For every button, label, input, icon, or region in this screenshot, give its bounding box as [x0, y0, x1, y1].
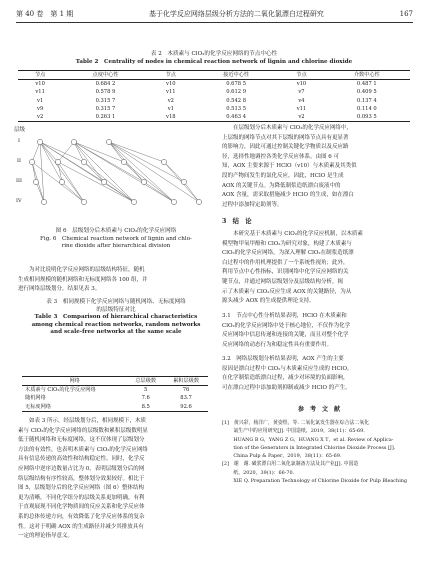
- network-edge: [144, 182, 174, 202]
- text-line: 可在漂白过程中添加助剂抑制或减少 HClO 的产生。: [222, 384, 351, 391]
- text-line: ClO₂的化学反应网络，为深入理解 ClO₂在制浆造纸漂: [222, 250, 354, 257]
- network-edge: [40, 142, 134, 202]
- column-header: 点度中心性: [62, 71, 148, 80]
- table3-title-cn: 的层级特征对比: [96, 306, 136, 313]
- table-cell: v2: [167, 97, 174, 104]
- reference-list: [222, 419, 418, 485]
- table-cell: v10: [166, 81, 176, 88]
- table-cell: v18: [166, 114, 176, 121]
- network-node: [29, 159, 34, 164]
- network-node: [171, 199, 176, 204]
- text-line: 知，AOX 主要来源于 HClO（v10）与木质素及其类似: [222, 163, 357, 170]
- right-paragraph-2: [222, 230, 416, 307]
- text-line: 源头减少 AOX 的生成提供理论支持。: [222, 298, 315, 305]
- text-line: 性。这对于明确 AOX 的生成路径并减少其排放具有: [18, 523, 144, 530]
- column-header: 节点: [279, 71, 323, 80]
- table-row: [22, 394, 208, 402]
- table-cell: 8.5: [141, 403, 150, 410]
- table-cell: 0.137 4: [356, 97, 377, 104]
- text-line: 进行网络层级划分，结果见表 3。: [18, 286, 101, 293]
- text-line: 的影响力，因此可通过控制关键化学物质以及反应路: [222, 144, 349, 151]
- text-line: AOX 含量，需采取措施减少 HClO 的生成，如在漂白: [222, 192, 354, 199]
- level-label: I: [18, 138, 20, 144]
- table2-title-en: Table 2 Centrality of nodes in chemical reaction network of lignin and chlorine dioxide: [75, 58, 353, 65]
- running-header: [16, 6, 413, 23]
- table-cell: 随机网络: [25, 395, 46, 402]
- table-row: [22, 403, 208, 412]
- right-paragraph-1: [222, 124, 416, 210]
- text-line: 在化学制浆造纸漂白过程，减少对环境的负面影响，: [222, 375, 349, 382]
- column-header: 累积层级数: [164, 377, 208, 386]
- reference-line: [2] 谢 谢. 磺浆漂白用二氧化氯制备方法及其产业[J]. 中国造: [222, 461, 359, 468]
- text-line: 低于随机网络和无标度网络，这不仅体现了层级划分: [18, 437, 145, 444]
- level-label: II: [17, 158, 21, 164]
- text-line: 键节点，并通过网络层级划分及层级结构分析，揭: [222, 278, 344, 285]
- table-cell: 0.315 7: [95, 105, 116, 112]
- table-cell: 无标度网络: [25, 403, 51, 410]
- table-cell: 0.542 8: [226, 97, 247, 104]
- journal-issue: 第 40 卷 第 1 期: [16, 10, 74, 18]
- table3-caption: [18, 299, 214, 337]
- table-cell: v10: [35, 81, 45, 88]
- text-line: 利用节点中心性指标，识别网络中化学反应网络的关: [222, 269, 349, 276]
- network-node: [106, 139, 111, 144]
- text-line: 一定的理论指导意义。: [18, 533, 74, 540]
- level-label: III: [16, 178, 22, 184]
- article-running-title: 基于化学反应网络层级分析方法的二氧化氯漂白过程研究: [148, 10, 324, 18]
- table2: [18, 70, 410, 122]
- table-cell: 0.684 2: [95, 81, 116, 88]
- table-cell: 0.612 9: [226, 89, 247, 96]
- network-edge: [32, 142, 40, 162]
- text-line: 示了木质素与 ClO₂反应生成 AOX 的关键路径，为从: [222, 288, 352, 295]
- network-node: [41, 199, 46, 204]
- page-number: 167: [399, 10, 413, 18]
- text-line: 段的产物间发生的氯化反应，因此，HClO 是生成: [222, 172, 344, 179]
- text-line: 更为清晰，不同化学组分的层级关系更加明确，有利: [18, 494, 145, 501]
- table-row: [18, 97, 410, 105]
- text-line: 具有信息传递的高效性和结构稳定性。同时，化学反: [18, 456, 145, 463]
- text-line: 图 5，层级划分后的化学反应网络（图 6）整体结构: [18, 485, 144, 492]
- reference-line: XIE Q. Preparation Technology of Chlorine Dioxide for Pulp Bleaching: [222, 478, 408, 485]
- network-edge: [124, 162, 174, 202]
- table-cell: v7: [298, 89, 305, 96]
- table2-title-cn: 表 2 木质素与 ClO₂的化学反应网络的节点中心性: [150, 51, 278, 57]
- table-cell: 木质素与 ClO₂的化学反应网络: [25, 387, 96, 394]
- table-cell: v11: [296, 105, 307, 112]
- text-line: 络层级结构有序性较高，整体划分效果较好。相比于: [18, 475, 145, 482]
- text-line: 本研究基于木质素与 ClO₂的化学反应机制，以木质素: [222, 231, 363, 237]
- network-node: [55, 159, 60, 164]
- network-node: [131, 199, 136, 204]
- table-cell: v2: [298, 114, 305, 121]
- network-edge: [58, 142, 74, 162]
- text-line: 白过程中的作用机理提供了一个系统性视角；此外，: [222, 259, 349, 266]
- network-node: [59, 179, 64, 184]
- network-edge: [84, 162, 134, 202]
- table-cell: v2: [37, 114, 44, 121]
- reference-line: tion of the Generators in Integrated Chlorine Dioxide Process [J].: [222, 444, 396, 451]
- text-line: 生成相同规模的随机网络和无标度网络各 100 组，并: [18, 276, 148, 283]
- network-node: [121, 159, 126, 164]
- table3-title-cn: 表 3 相同规模下化学反应网络与随机网络、无标度网络: [46, 299, 186, 305]
- figure6-caption-cn: 图 6 层级划分后木质素与 ClO₂的化学反应网络: [55, 228, 177, 234]
- column-header: 介数中心性: [324, 71, 410, 80]
- text-line: 应网络中逆序边数量占比为 0，表明层级划分后的网: [18, 465, 145, 472]
- table-row: [18, 80, 410, 89]
- text-line: 径，选择性地调控各类化学反应体系。由图 6 可: [222, 153, 339, 160]
- network-edge: [74, 142, 134, 202]
- text-line: 3.1 节点中心性分析结果表明，HClO 在木质素和: [222, 313, 347, 319]
- text-line: 3.2 网络层级划分析结果表明，AOX 产生的主要: [222, 356, 344, 362]
- table-cell: 0.463 4: [226, 114, 247, 121]
- table-cell: 0.093 5: [356, 114, 377, 121]
- text-line: ClO₂的化学反应网络中处于核心地位，不仅作为化学: [222, 322, 351, 329]
- text-line: 上层级的网络节点对其下层级的网络节点具有更显著: [222, 134, 349, 141]
- network-node: [81, 159, 86, 164]
- text-line: 在层级划分后木质素与 ClO₂的化学反应网络中，: [222, 125, 352, 131]
- network-node: [81, 199, 86, 204]
- text-line: 反应网络的动态行为和稳定性具有重要作用。: [222, 341, 333, 348]
- table-row: [18, 88, 410, 96]
- table-cell: 0.487 1: [356, 81, 377, 88]
- network-node: [161, 159, 166, 164]
- table-cell: v1: [37, 97, 44, 104]
- table3-title-en: and scale-free networks at the same scale: [50, 329, 182, 336]
- table-cell: 0.578 9: [95, 89, 116, 96]
- column-header: 节点: [149, 71, 193, 80]
- network-edge: [40, 142, 84, 162]
- table-cell: v1: [167, 105, 174, 112]
- column-header: 接近中心性: [193, 71, 279, 80]
- figure6: [14, 124, 212, 226]
- table-cell: v11: [166, 89, 176, 96]
- network-node: [101, 179, 106, 184]
- section-heading-conclusions: 3 结 论: [222, 218, 252, 225]
- level-label: IV: [16, 198, 22, 204]
- network-edge: [109, 142, 174, 202]
- table3-title-en: among chemical reaction networks, random networks: [31, 321, 201, 328]
- table-cell: 0.513 5: [226, 105, 247, 112]
- reference-line: China Pulp & Paper，2019，38(11)：65-69.: [222, 453, 342, 460]
- table-row: [22, 386, 208, 395]
- text-line: 方法的有效性，也表明木质素与 ClO₂的化学反应网络: [18, 446, 148, 453]
- network-edge: [109, 142, 184, 182]
- table-cell: 0.263 1: [95, 114, 116, 121]
- network-edge: [74, 142, 174, 202]
- text-line: 反应网络中信息传递和连接的关键，而且对整个化学: [222, 332, 349, 339]
- network-node: [37, 139, 42, 144]
- column-header: 节点: [18, 71, 62, 80]
- text-line: 为对比说明化学反应网络的层级结构特征，随机: [18, 267, 145, 273]
- table-cell: v9: [37, 105, 44, 112]
- left-paragraph-1: [18, 266, 214, 295]
- table-cell: 83.7: [180, 395, 192, 402]
- text-line: AOX 的关键节点。为降低制浆造纸漂白废液中的: [222, 182, 341, 189]
- table-cell: 92.6: [180, 403, 192, 410]
- reference-line: 纸，2020，39(1)：66-70.: [222, 469, 295, 476]
- network-node: [71, 139, 76, 144]
- text-line: 原因是漂白过程中 ClO₂与木质素反应生成的 HClO。: [222, 365, 353, 372]
- network-edge: [164, 162, 184, 182]
- table-row: [18, 105, 410, 113]
- references-heading: 参 考 文 献: [297, 406, 340, 413]
- table-cell: v11: [35, 89, 45, 96]
- text-line: 如表 3 所示，经层级划分后，相同规模下，木质: [18, 418, 146, 424]
- text-line: 模型物甲氧甲酚和 ClO₂为研究对象，构建了木质素与: [222, 240, 352, 247]
- table3-title-en: Table 3 Comparison of hierarchical characteristics: [34, 314, 198, 321]
- network-edge: [32, 162, 36, 182]
- text-line: 系的总体传递方向，有效降低了化学反应体系的复杂: [18, 513, 145, 520]
- network-node: [181, 179, 186, 184]
- network-node: [33, 179, 38, 184]
- table-cell: 5: [144, 387, 148, 394]
- figure6-caption: [18, 228, 214, 251]
- reference-line: [1] 黄兴彩，杨洋广，黄姿煜，等. 二氧化氯发生器在综合法二氧化: [222, 420, 369, 426]
- table-cell: 76: [182, 387, 190, 394]
- right-paragraph-3: [222, 312, 416, 350]
- reference-line: HUANG B G，YANG Z G，HUANG X T，et al. Review of Applica-: [222, 436, 394, 443]
- table2-caption: [18, 51, 410, 66]
- network-node: [196, 199, 201, 204]
- figure-axis-label: 层级: [14, 127, 26, 133]
- column-header: 网络: [22, 377, 127, 386]
- table-cell: 0.409 5: [356, 89, 377, 96]
- table-cell: 0.114 0: [356, 105, 377, 112]
- table-cell: 0.315 7: [95, 97, 116, 104]
- table-cell: v10: [296, 81, 307, 88]
- network-diagram: [14, 124, 212, 226]
- figure6-caption-en: Fig. 6 Chemical reaction network of lignin and chlo-: [40, 235, 192, 242]
- network-edge: [32, 162, 84, 202]
- network-node: [141, 179, 146, 184]
- reference-line: 氯生产中的应用研究[J]. 中国造纸，2019，38(11)：65-69.: [222, 428, 365, 435]
- network-edge: [184, 182, 199, 202]
- table3: [22, 376, 208, 412]
- text-line: 于直观展现不同化学物质间的反应关系和化学反应体: [18, 504, 145, 511]
- table-cell: 7.6: [141, 395, 150, 402]
- column-header: 总层级数: [127, 377, 164, 386]
- text-line: 过程中添加特定助剂等。: [222, 201, 283, 208]
- figure6-caption-en: rine dioxide after hierarchical division: [61, 243, 171, 250]
- network-edge: [109, 142, 164, 162]
- text-line: 素与 ClO₂的化学反应网络的层级数和累积层级数明显: [18, 427, 148, 434]
- left-paragraph-2: [18, 417, 214, 542]
- table-row: [18, 113, 410, 122]
- table-cell: 0.678 5: [226, 81, 247, 88]
- table-cell: v4: [298, 97, 305, 104]
- right-paragraph-4: [222, 355, 416, 393]
